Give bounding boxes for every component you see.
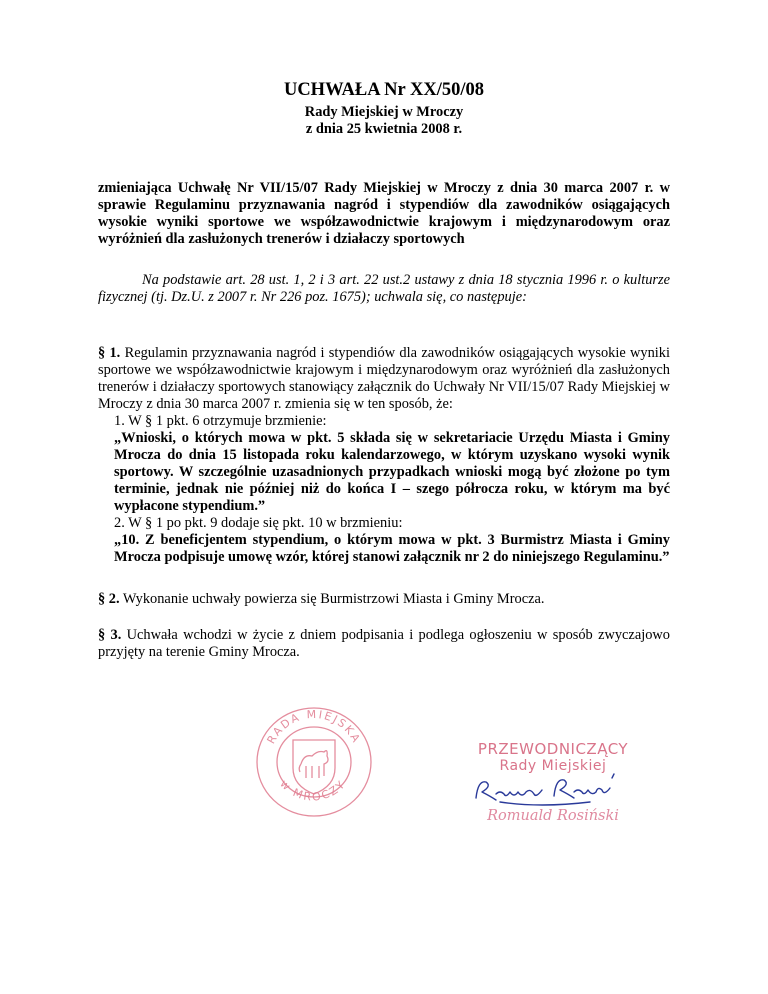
section-1-item-1-label: 1. W § 1 pkt. 6 otrzymuje brzmienie:	[114, 413, 327, 429]
chairman-name: Romuald Rosiński	[487, 808, 619, 824]
section-1-intro	[98, 345, 670, 413]
chairman-title: PRZEWODNICZĄCY	[477, 740, 629, 758]
svg-text:RADA MIEJSKA: RADA MIEJSKA	[264, 707, 364, 747]
section-3-text: Uchwała wchodzi w życie z dniem podpisania i podlega ogłoszeniu w sposób zwyczajowo przyjęty na terenie Gminy Mrocza.	[98, 627, 670, 660]
council-name: Rady Miejskiej w Mroczy	[304, 104, 464, 120]
resolution-title: UCHWAŁA Nr XX/50/08	[283, 80, 485, 100]
section-3-mark: § 3.	[98, 627, 122, 643]
chairman-council: Rady Miejskiej	[499, 758, 607, 774]
council-seal-stamp	[248, 702, 378, 820]
section-2-text: Wykonanie uchwały powierza się Burmistrzowi Miasta i Gminy Mrocza.	[119, 591, 545, 607]
handwritten-signature	[470, 770, 630, 810]
section-1	[98, 345, 670, 566]
section-1-mark: § 1.	[98, 345, 121, 361]
svg-text:w MROCZY: w MROCZY	[277, 777, 349, 804]
section-1-item-2-label: 2. W § 1 po pkt. 9 dodaje się pkt. 10 w brzmieniu:	[114, 515, 403, 531]
section-3	[98, 627, 670, 661]
section-1-item-1-quote: „Wnioski, o których mowa w pkt. 5 składa się w sekretariacie Urzędu Miasta i Gminy Mrocza do dnia 15 listopada roku kalendarzowego, w którym uzyskano wysoki wynik sportowy. W szczególnie uzasadnionych przypadkach wnioski mogą być złożone po tym terminie, jednak nie później niż do końca I – szego półrocza roku, w którym ma być wypłacone stypendium.”	[114, 430, 670, 514]
section-1-intro-text: Regulamin przyznawania nagród i stypendiów dla zawodników osiągających wysokie wyniki sportowe we współzawodnictwie krajowym i międzynarodowym oraz wyróżnień dla zasłużonych trenerów i działaczy sportowych stanowiący załącznik do Uchwały Nr VII/15/07 Rady Miejskiej w Mroczy z dnia 30 marca 2007 r. zmienia się w ten sposób, że:	[98, 345, 670, 412]
section-2-mark: § 2.	[98, 591, 120, 607]
resolution-date: z dnia 25 kwietnia 2008 r.	[305, 121, 463, 137]
legal-basis: Na podstawie art. 28 ust. 1, 2 i 3 art. 22 ust.2 ustawy z dnia 18 stycznia 1996 r. o kulturze fizycznej (tj. Dz.U. z 2007 r. Nr 226 poz. 1675); uchwala się, co następuje:	[98, 272, 670, 305]
section-2	[98, 591, 670, 608]
resolution-topic: zmieniająca Uchwałę Nr VII/15/07 Rady Miejskiej w Mroczy z dnia 30 marca 2007 r. w sprawie Regulaminu przyznawania nagród i stypendiów dla zawodników osiągających wysokie wyniki sportowe we współzawodnictwie krajowym i międzynarodowym oraz wyróżnień dla zasłużonych trenerów i działaczy sportowych	[98, 180, 670, 247]
section-1-item-2-quote: „10. Z beneficjentem stypendium, o którym mowa w pkt. 3 Burmistrz Miasta i Gminy Mrocza podpisuje umowę wzór, której stanowi załącznik nr 2 do niniejszego Regulaminu.”	[114, 532, 670, 565]
